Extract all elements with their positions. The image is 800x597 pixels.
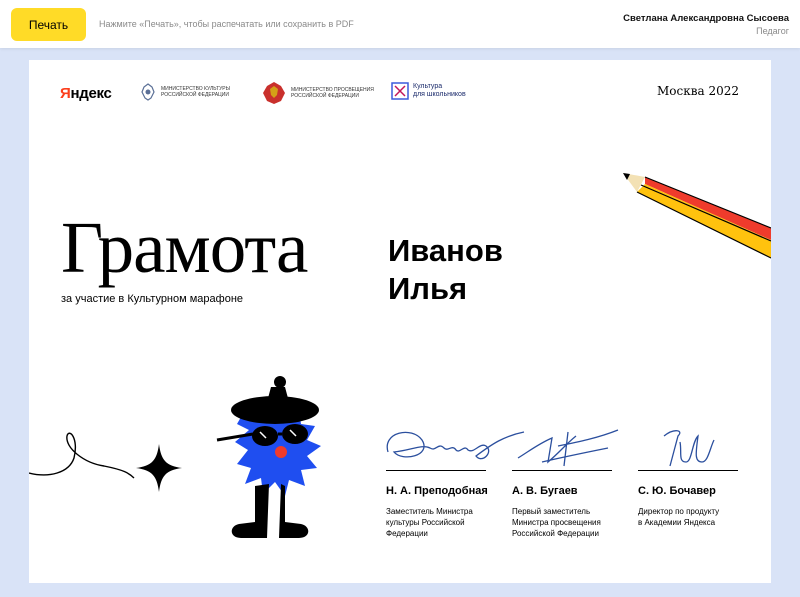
signature-line [638,470,738,471]
signature-3 [634,422,744,472]
signature-line [512,470,612,471]
user-name: Светлана Александровна Сысоева [623,13,789,24]
city-year: Москва 2022 [657,84,739,98]
sparkle-star-icon [136,444,182,492]
print-hint: Нажмите «Печать», чтобы распечатать или сохранить в PDF [99,19,354,29]
signatory-position: Первый заместитель Министра просвещения Российской Федерации [512,507,601,538]
signatory-name: А. В. Бугаев [512,485,578,497]
emblem-icon [139,82,157,102]
signatory-position: Директор по продукту в Академии Яндекса [638,507,720,527]
signatory-position: Заместитель Министра культуры Российской Федерации [386,507,473,538]
certificate [29,60,771,583]
emblem-icon [261,80,287,106]
ministry-education-logo: МИНИСТЕРСТВО ПРОСВЕЩЕНИЯ РОССИЙСКОЙ ФЕДЕРАЦИИ [261,80,374,106]
certificate-subtitle: за участие в Культурном марафоне [61,293,244,305]
print-button[interactable]: Печать [11,8,86,41]
certificate-title: Грамота [61,207,308,288]
signature-2 [508,422,638,472]
signatory-name: С. Ю. Бочавер [638,485,716,497]
pencil-icon [621,170,771,270]
signature-line [386,470,486,471]
yandex-logo: Яндекс [60,85,112,102]
ministry-culture-logo: МИНИСТЕРСТВО КУЛЬТУРЫ РОССИЙСКОЙ ФЕДЕРАЦИИ [139,82,230,102]
mascot-character [215,372,335,540]
recipient-name: Иванов Илья [388,233,503,306]
kultura-icon [391,82,409,100]
top-toolbar [0,0,800,48]
signatory-name: Н. А. Преподобная [386,485,488,497]
user-role: Педагог [756,26,789,36]
kultura-logo: Культура для школьников [391,82,466,100]
